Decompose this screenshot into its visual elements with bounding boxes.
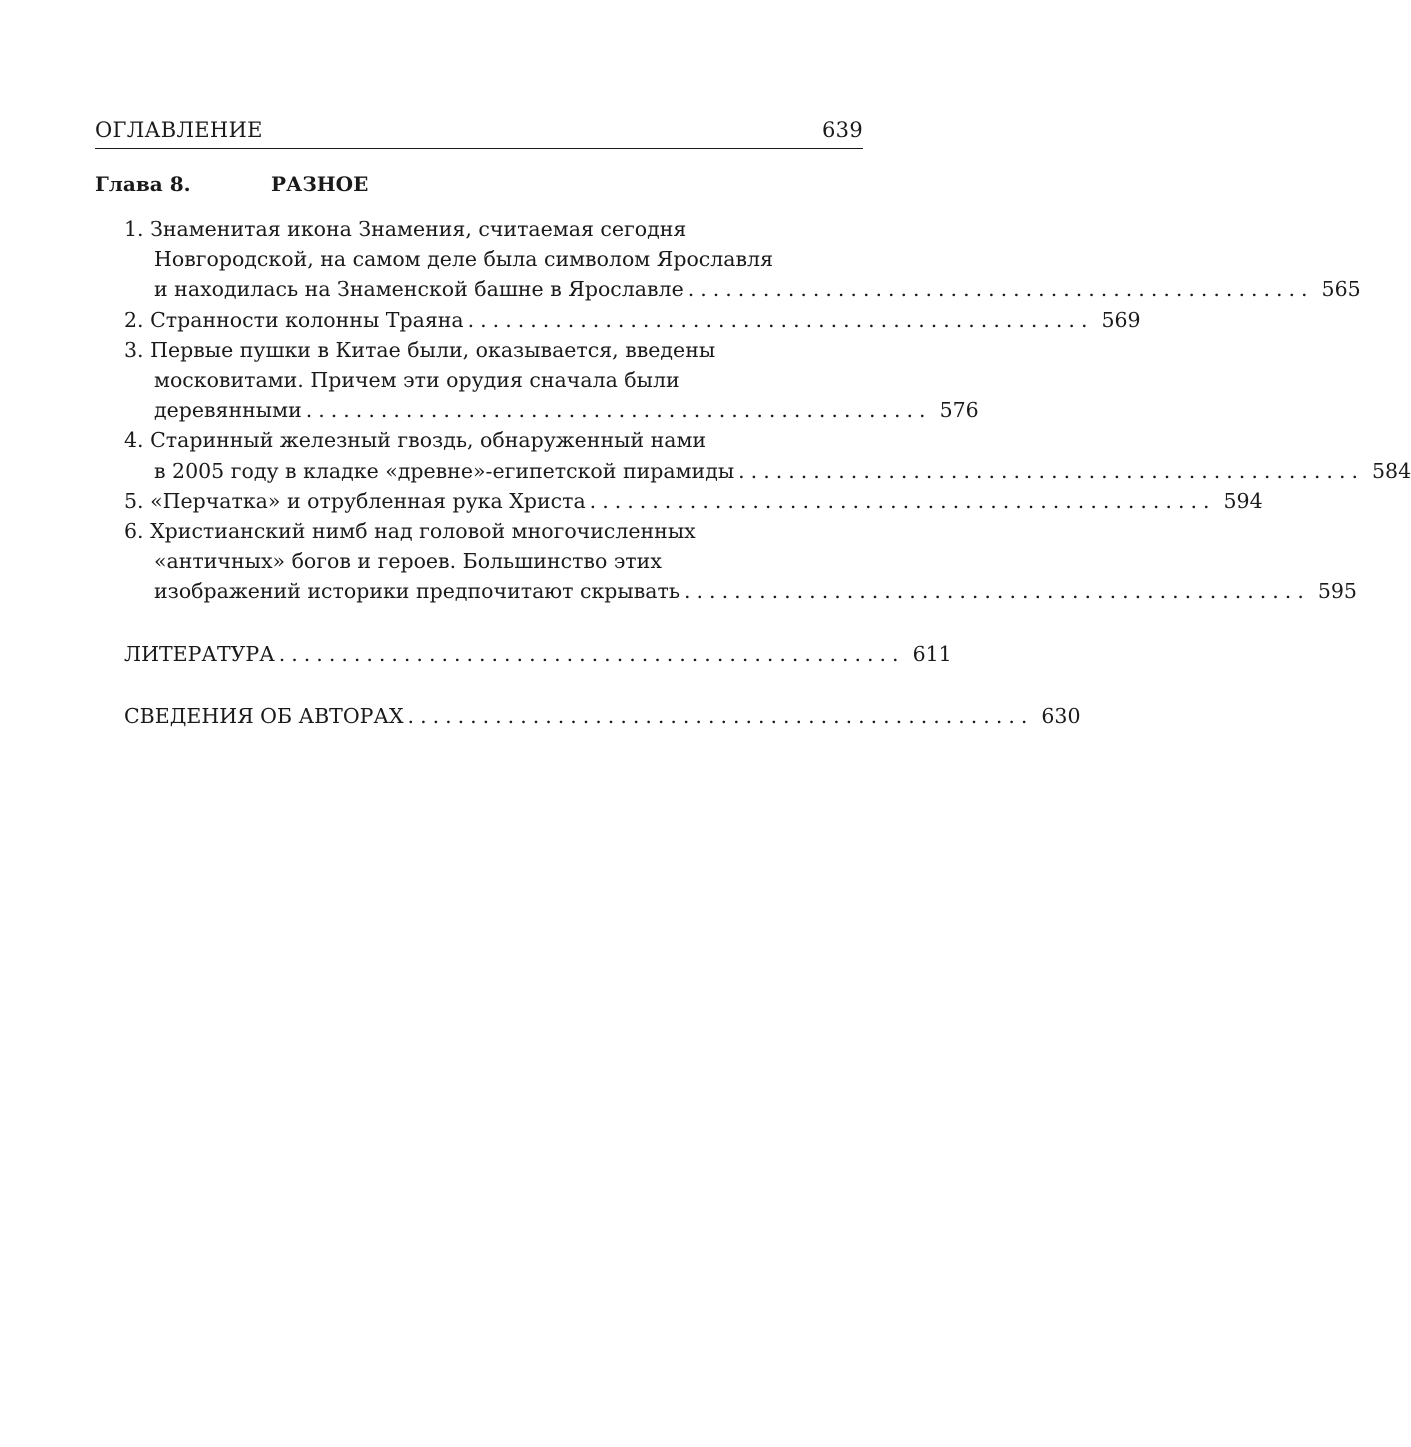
toc-entry-text: 6. Христианский нимб над головой многочисленных (124, 518, 696, 543)
dot-leader: .................................................. (467, 307, 1094, 332)
toc-entry-text: изображений историки предпочитают скрывать (154, 579, 681, 604)
toc-section-literature[interactable] (124, 639, 952, 669)
toc-page-number: 569 (1101, 307, 1141, 332)
toc-section-authors[interactable] (124, 701, 1081, 731)
toc-entry-text: и находилась на Знаменской башне в Ярославле (154, 277, 684, 302)
toc-page-number: 630 (1041, 703, 1081, 728)
dot-leader: .................................................. (407, 703, 1034, 728)
chapter-title: РАЗНОЕ (271, 172, 369, 196)
toc-entry-text: 4. Старинный железный гвоздь, обнаруженный нами (124, 428, 707, 453)
toc-entry-text: 3. Первые пушки в Китае были, оказывается, введены (124, 337, 716, 362)
header-page-number: 639 (822, 118, 863, 142)
toc-page-number: 565 (1321, 277, 1361, 302)
toc-entry-text: 1. Знаменитая икона Знамения, считаемая сегодня (124, 217, 687, 241)
dot-leader: .................................................. (278, 642, 905, 667)
toc-entry-text: в 2005 году в кладке «древне»-египетской пирамиды (154, 458, 735, 483)
toc-page-number: 584 (1371, 458, 1411, 483)
toc-entry[interactable] (124, 425, 1411, 485)
chapter-label: Глава 8. (95, 172, 191, 196)
chapter-heading (95, 172, 368, 196)
toc-page-number: 576 (939, 398, 979, 423)
toc-entry[interactable] (124, 305, 1141, 335)
toc-entry-text: московитами. Причем эти орудия сначала были (154, 367, 680, 392)
toc-entry-text: 5. «Перчатка» и отрубленная рука Христа (124, 488, 586, 513)
toc-entry-text: 2. Странности колонны Траяна (124, 307, 464, 332)
toc-page-number: 594 (1223, 488, 1263, 513)
toc-page-number: 595 (1317, 579, 1357, 604)
toc-section-title: СВЕДЕНИЯ ОБ АВТОРАХ (124, 703, 404, 728)
toc-entry[interactable] (124, 486, 1263, 516)
header-title: ОГЛАВЛЕНИЕ (95, 118, 263, 142)
toc-entry-text: деревянными (154, 398, 302, 423)
running-header (95, 118, 863, 149)
toc-page-number: 611 (912, 642, 952, 667)
dot-leader: .................................................. (684, 579, 1310, 604)
toc-section-title: ЛИТЕРАТУРА (124, 642, 275, 667)
toc-entry-text: «античных» богов и героев. Большинство этих (154, 549, 662, 574)
toc-entry[interactable] (124, 335, 979, 426)
toc-entry-text: Новгородской, на самом деле была символом Ярославля (154, 247, 774, 272)
toc-entry[interactable] (124, 516, 1357, 607)
dot-leader: .................................................. (305, 398, 932, 423)
dot-leader: .................................................. (738, 458, 1364, 483)
toc-list (124, 214, 1411, 731)
dot-leader: .................................................. (687, 277, 1314, 302)
dot-leader: .................................................. (589, 488, 1216, 513)
toc-entry[interactable] (124, 214, 1361, 305)
